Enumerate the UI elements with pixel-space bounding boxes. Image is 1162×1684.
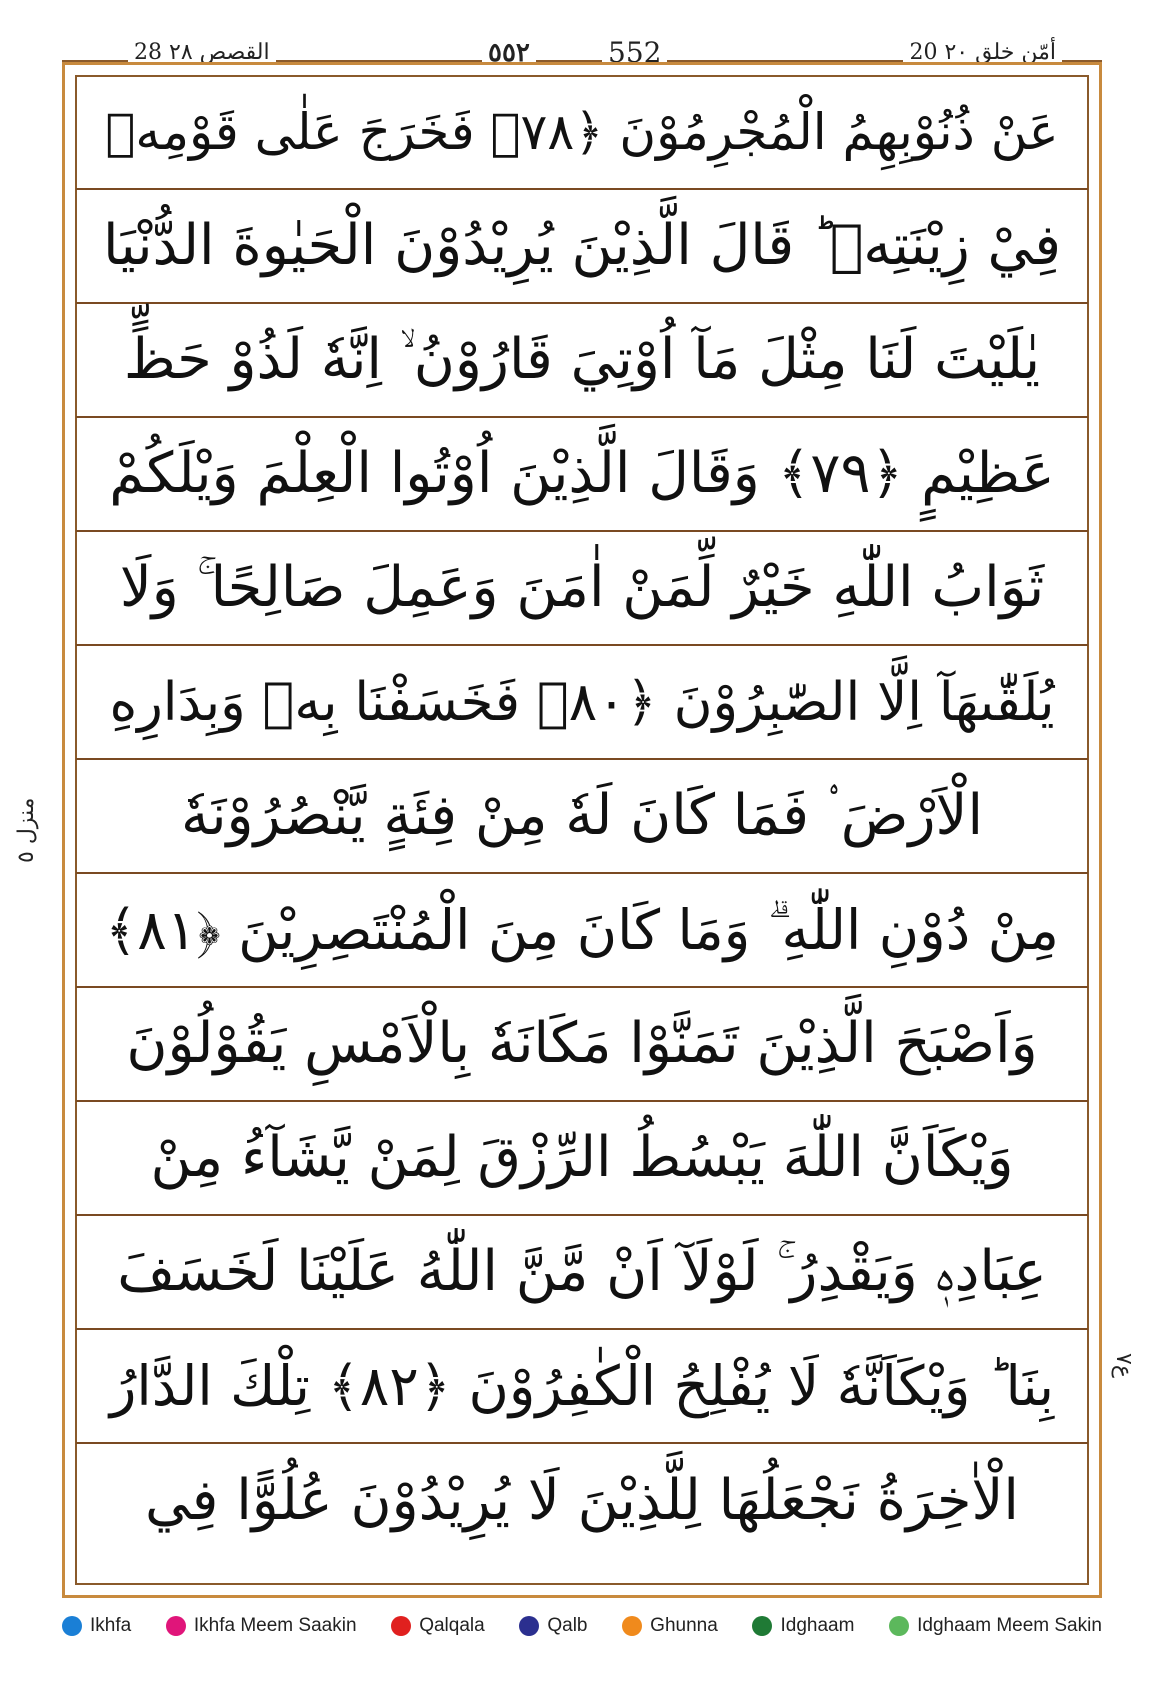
line-text: وَيْكَاَنَّ اللّٰهَ يَبْسُطُ الرِّزْقَ لِمَنْ يَّشَآءُ مِنْ: [150, 1125, 1014, 1190]
line-text: مِنْ دُوْنِ اللّٰهِ ۗ وَمَا كَانَ مِنَ الْمُنْتَصِرِيْنَ ﴿٨١﴾: [104, 897, 1059, 962]
legend-dot: [752, 1616, 772, 1636]
legend-item: [519, 1615, 587, 1637]
legend-label: Qalb: [547, 1615, 588, 1636]
verse-line: [76, 988, 1088, 1102]
page-number: 552: [602, 38, 667, 68]
legend-dot: [622, 1616, 642, 1636]
verse-line: [76, 76, 1088, 190]
legend-item: [166, 1615, 357, 1637]
verse-line: [76, 1102, 1088, 1216]
manzil-marker: منزل ٥: [14, 797, 39, 863]
page-number-arabic: ٥٥٢: [482, 38, 536, 68]
verse-line: [76, 874, 1088, 988]
verse-line: [76, 304, 1088, 418]
surah-name: 28 القصص ٢٨: [128, 38, 276, 68]
legend-label: Idghaam Meem Sakin: [917, 1615, 1102, 1636]
quran-page: [76, 76, 1088, 1582]
legend-item: [889, 1615, 1102, 1637]
legend-item: [62, 1615, 131, 1637]
line-text: وَاَصْبَحَ الَّذِيْنَ تَمَنَّوْا مَكَانَهٗ بِالْاَمْسِ يَقُوْلُوْنَ: [126, 1011, 1038, 1076]
line-text: يُلَقّٰىهَآ اِلَّا الصّٰبِرُوْنَ ﴿٨٠﴾ فَخَسَفْنَا بِهٖ وَبِدَارِهِ: [109, 671, 1055, 733]
line-text: عِبَادِهٖ وَيَقْدِرُ ۚ لَوْلَآ اَنْ مَّنَّ اللّٰهُ عَلَيْنَا لَخَسَفَ: [117, 1239, 1047, 1304]
line-text: بِنَا ؕ وَيْكَاَنَّهٗ لَا يُفْلِحُ الْكٰفِرُوْنَ ﴿٨٢﴾ تِلْكَ الدَّارُ: [109, 1353, 1055, 1418]
line-text: الْاٰخِرَةُ نَجْعَلُهَا لِلَّذِيْنَ لَا يُرِيْدُوْنَ عُلُوًّا فِي: [145, 1468, 1019, 1533]
verse-line: [76, 646, 1088, 760]
legend-dot: [519, 1616, 539, 1636]
verse-line: [76, 1216, 1088, 1330]
legend-item: [391, 1615, 485, 1637]
line-text: عَنْ ذُنُوْبِهِمُ الْمُجْرِمُوْنَ ﴿٧٨﴾ فَخَرَجَ عَلٰى قَوْمِهٖ: [105, 103, 1059, 161]
legend-label: Idghaam: [780, 1615, 855, 1636]
legend-item: [622, 1615, 718, 1637]
tajweed-legend: [62, 1606, 1102, 1646]
legend-dot: [391, 1616, 411, 1636]
legend-item: [752, 1615, 854, 1637]
legend-label: Ikhfa Meem Saakin: [193, 1615, 357, 1636]
verse-line: [76, 760, 1088, 874]
verse-line: [76, 1444, 1088, 1558]
legend-dot: [889, 1616, 909, 1636]
legend-label: Qalqala: [419, 1615, 485, 1636]
verse-line: [76, 190, 1088, 304]
legend-dot: [62, 1616, 82, 1636]
verse-line: [76, 1330, 1088, 1444]
line-text: عَظِيْمٍ ﴿٧٩﴾ وَقَالَ الَّذِيْنَ اُوْتُوا الْعِلْمَ وَيْلَكُمْ: [109, 441, 1055, 506]
line-text: يٰلَيْتَ لَنَا مِثْلَ مَآ اُوْتِيَ قَارُوْنُ ۙ اِنَّهٗ لَذُوْ حَظٍّ: [123, 327, 1041, 392]
legend-dot: [166, 1616, 186, 1636]
ruku-marker: ع٧: [1111, 1352, 1136, 1378]
line-text: ثَوَابُ اللّٰهِ خَيْرٌ لِّمَنْ اٰمَنَ وَعَمِلَ صَالِحًا ۚ وَلَا: [119, 555, 1045, 620]
juz-name: 20 أمّن خلق ٢٠: [903, 38, 1062, 68]
line-text: الْاَرْضَ ۟ فَمَا كَانَ لَهٗ مِنْ فِئَةٍ يَّنْصُرُوْنَهٗ: [180, 783, 984, 848]
legend-label: Ikhfa: [90, 1615, 132, 1636]
verse-line: [76, 418, 1088, 532]
legend-label: Ghunna: [650, 1615, 718, 1636]
line-text: فِيْ زِيْنَتِهٖ ؕ قَالَ الَّذِيْنَ يُرِيْدُوْنَ الْحَيٰوةَ الدُّنْيَا: [103, 213, 1061, 278]
verse-line: [76, 532, 1088, 646]
